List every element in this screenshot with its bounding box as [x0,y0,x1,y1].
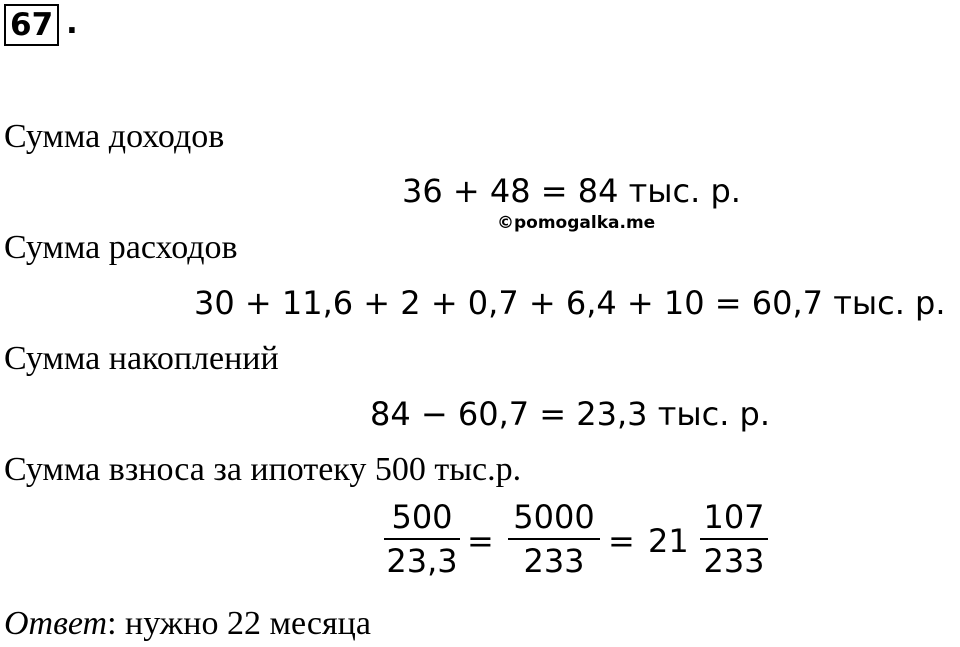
answer-label: Ответ [4,605,108,642]
equals-sign: = [467,522,494,560]
problem-number: 67 [4,4,59,46]
problem-number-dot: . [66,5,78,41]
answer-text: нужно 22 месяца [116,605,371,642]
fraction-5000-over-233 [508,498,600,580]
expenses-label: Сумма расходов [4,229,238,266]
fraction-denominator: 23,3 [386,542,458,580]
expenses-equation: 30 + 11,6 + 2 + 0,7 + 6,4 + 10 = 60,7 тыс. р. [194,284,946,322]
fraction-numerator: 107 [703,498,765,536]
fraction-numerator: 5000 [513,498,595,536]
equals-sign: = [608,522,635,560]
answer-colon: : [107,605,117,642]
income-equation: 36 + 48 = 84 тыс. р. [402,172,741,210]
savings-label: Сумма накоплений [4,340,279,377]
fraction-denominator: 233 [703,542,765,580]
mortgage-label: Сумма взноса за ипотеку 500 тыс.р. [4,451,522,488]
mixed-number-whole: 21 [648,522,689,560]
fraction-numerator: 500 [391,498,453,536]
savings-equation: 84 − 60,7 = 23,3 тыс. р. [370,395,771,433]
income-label: Сумма доходов [4,118,225,155]
watermark: ©pomogalka.me [497,213,656,233]
answer-line [4,604,371,644]
fraction-500-over-23-3 [384,498,460,580]
fraction-107-over-233 [700,498,768,580]
fraction-bar [384,538,460,540]
fraction-denominator: 233 [523,542,585,580]
fraction-bar [508,538,600,540]
fraction-bar [700,538,768,540]
